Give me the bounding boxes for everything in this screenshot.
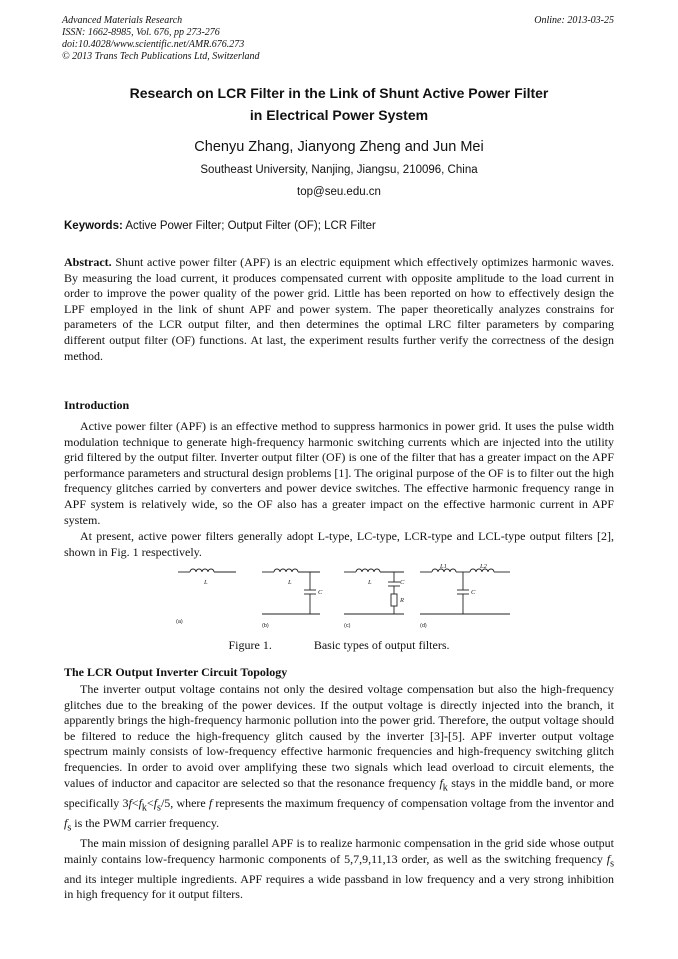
intro-paragraph-1: Active power filter (APF) is an effective method to suppress harmonics in power grid. It uses the pulse width modulation technique to generate high-frequency harmonic switching currents which are injected into the utility grid filtered by the output filter. Inverter output filter (OF) is one of the filter that has a greater impact on the APF performance parameters and structural design problems [1]. The original purpose of the OF is to filter out the high frequency glitches carried by converters and power device switches. The effective harmonic frequency range in APF system is relatively wide, so the OF also has a greater impact on the effective harmonic current in APF system. (64, 419, 614, 527)
abstract-label: Abstract. (64, 255, 112, 269)
inductor-coil (356, 569, 380, 572)
text-run: represents the maximum frequency of compensation voltage from the inventor and (212, 795, 614, 810)
math-subscript: k (141, 801, 147, 813)
label-inductor-b: L (288, 579, 292, 586)
math-symbol: f (439, 775, 443, 790)
label-inductor-c: L (368, 579, 372, 586)
label-resistor-c: R (400, 597, 404, 604)
text-run: and its integer multiple ingredients. APF requires a wide passband in low frequency and a very strong inhibition in high frequency for it output filters. (64, 871, 614, 902)
title-line-2: in Electrical Power System (249, 107, 429, 123)
online-date: Online: 2013-03-25 (534, 15, 614, 26)
abstract-text: Shunt active power filter (APF) is an electric equipment which effectively optimizes harmonic waves. By measuring the load current, it produces compensated current with opposite amplitude to the load current in order to improve the power quality of the power grid. Little has been reported on how to effectively design the LPF employed in the link of shunt APF and power system. The paper theoretically analyzes constrains for parameters of the LCR output filter, and then determines the optimal LRC filter parameters by comparing different output filter (OF) functions. At last, the experiment results further verify the correctness of the design method. (64, 255, 614, 363)
panel-label-d: (d) (420, 623, 427, 629)
math-symbol: f (606, 851, 611, 866)
text-run: stays in the middle band, or more specifically 3 (64, 775, 614, 810)
math-subscript: k (442, 781, 448, 793)
text-run: The inverter output voltage contains not only the desired voltage compensation but also the high-frequency glitches due to the breaking of the power devices. If the output voltage is directly injected into the branch, it apparently brings the high-frequency harmonic pollution into the power grid. Therefore, the output voltage should be filtered to reduce the high-frequency glitch caused by the inverter [3]-[5]. APF inverter output voltage spectrum mainly consists of low-frequency effective harmonic frequencies and high-frequency switching glitch frequencies. In order to avoid over amplifying these two signals which lead overload to circuit elements, the values of inductor and capacitor are selected so that the resonance frequency (64, 682, 614, 790)
journal-name: Advanced Materials Research (62, 15, 183, 26)
label-inductor-d1: L1 (440, 563, 447, 570)
math-subscript: s (157, 801, 161, 813)
author-email: top@seu.edu.cn (297, 186, 381, 198)
journal-header (62, 15, 260, 63)
text-run: The main mission of designing parallel APF is to realize harmonic compensation in the grid side whose output mainly contains low-frequency harmonic components of 5,7,9,11,13 order, as well as the switching frequency (64, 836, 614, 866)
copyright-line: © 2013 Trans Tech Publications Ltd, Switzerland (62, 51, 260, 62)
figure-caption-text: Basic types of output filters. (313, 638, 450, 652)
figure-caption-number: Figure 1. (228, 638, 272, 652)
label-capacitor-d: C (471, 589, 476, 596)
topology-paragraph-1 (64, 682, 614, 836)
math-symbol: f (64, 815, 68, 830)
authors: Chenyu Zhang, Jianyong Zheng and Jun Mei (194, 139, 484, 155)
label-capacitor-b: C (318, 589, 323, 596)
panel-label-c: (c) (344, 623, 351, 629)
affiliation: Southeast University, Nanjing, Jiangsu, 210096, China (200, 164, 478, 176)
keywords-text: Active Power Filter; Output Filter (OF); LCR Filter (122, 220, 376, 232)
filter-types-figure (170, 560, 520, 630)
introduction-heading: Introduction (64, 398, 130, 412)
inductor-coil (274, 569, 298, 572)
text-run: /5, where (160, 795, 209, 810)
math-symbol: f (138, 795, 142, 810)
math-subscript: s (67, 821, 72, 833)
paper-title (0, 82, 678, 126)
figure-caption (0, 638, 678, 653)
resistor (391, 594, 397, 606)
label-capacitor-c: C (400, 579, 405, 586)
keywords (64, 220, 376, 232)
issn-line: ISSN: 1662-8985, Vol. 676, pp 273-276 (62, 27, 220, 38)
panel-label-b: (b) (262, 623, 269, 629)
abstract (64, 255, 614, 364)
math-operator: < (131, 795, 139, 810)
math-symbol: f (153, 795, 158, 810)
math-subscript: s (610, 857, 614, 869)
inductor-coil (190, 569, 214, 572)
math-symbol: f (128, 795, 132, 810)
title-line-1: Research on LCR Filter in the Link of Shunt Active Power Filter (129, 85, 549, 101)
topology-heading: The LCR Output Inverter Circuit Topology (64, 665, 288, 679)
label-inductor-a: L (204, 579, 208, 586)
panel-label-a: (a) (176, 619, 183, 625)
math-operator: < (146, 795, 154, 810)
keywords-label: Keywords: (64, 220, 123, 232)
doi-line: doi:10.4028/www.scientific.net/AMR.676.273 (62, 39, 245, 50)
text-run: is the PWM carrier frequency. (71, 815, 220, 830)
math-symbol: f (208, 795, 213, 810)
label-inductor-d2: L2 (480, 563, 487, 570)
topology-paragraph-2 (64, 836, 614, 903)
intro-paragraph-2: At present, active power filters generally adopt L-type, LC-type, LCR-type and LCL-type output filters [2], shown in Fig. 1 respectively. (64, 529, 614, 559)
